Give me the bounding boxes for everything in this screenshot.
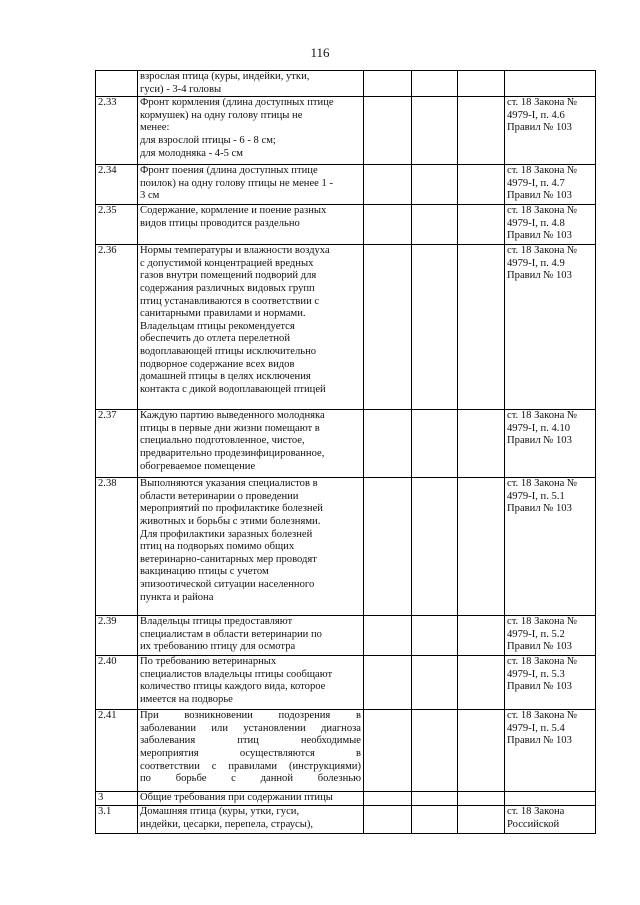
empty-cell	[364, 710, 412, 792]
empty-cell	[412, 71, 458, 97]
empty-cell	[412, 710, 458, 792]
empty-cell	[364, 165, 412, 205]
empty-cell	[364, 71, 412, 97]
empty-cell	[412, 410, 458, 478]
item-number: 2.40	[96, 656, 138, 710]
table-row	[96, 165, 596, 205]
empty-cell	[458, 710, 505, 792]
item-number: 2.37	[96, 410, 138, 478]
empty-cell	[364, 806, 412, 834]
legal-reference: ст. 18 Закона № 4979-I, п. 4.9 Правил № 103	[505, 245, 596, 410]
empty-cell	[364, 410, 412, 478]
item-number: 2.39	[96, 616, 138, 656]
empty-cell	[458, 205, 505, 245]
legal-reference: ст. 18 Закона № 4979-I, п. 5.2 Правил № 103	[505, 616, 596, 656]
empty-cell	[412, 806, 458, 834]
empty-cell	[364, 792, 412, 806]
requirement-text: взрослая птица (куры, индейки, утки, гуси) - 3-4 головы	[138, 71, 364, 97]
empty-cell	[364, 205, 412, 245]
empty-cell	[458, 97, 505, 165]
item-number: 2.35	[96, 205, 138, 245]
empty-cell	[364, 97, 412, 165]
table-row	[96, 245, 596, 410]
requirement-text: Каждую партию выведенного молодняка птицы в первые дни жизни помещают в специально подготовленное, чистое, предварительно продезинфицированное, обогреваемое помещение	[138, 410, 364, 478]
legal-reference	[505, 71, 596, 97]
empty-cell	[458, 245, 505, 410]
table-row	[96, 806, 596, 834]
requirement-text: Владельцы птицы предоставляют специалистам в области ветеринарии по их требованию птицу для осмотра	[138, 616, 364, 656]
empty-cell	[412, 656, 458, 710]
legal-reference	[505, 792, 596, 806]
empty-cell	[412, 616, 458, 656]
requirement-text: Содержание, кормление и поение разных видов птицы проводится раздельно	[138, 205, 364, 245]
empty-cell	[412, 245, 458, 410]
table-row	[96, 710, 596, 792]
empty-cell	[458, 71, 505, 97]
requirement-text: При возникновении подозрения в заболевании или установлении диагноза заболевания птиц необходимые мероприятия осуществляются в соответствии с правилами (инструкциями) по борьбе с данной болезнью	[138, 710, 364, 792]
item-number: 2.41	[96, 710, 138, 792]
empty-cell	[412, 792, 458, 806]
requirements-table	[95, 70, 596, 834]
item-number: 2.36	[96, 245, 138, 410]
empty-cell	[458, 410, 505, 478]
requirements-table-body	[96, 71, 596, 834]
legal-reference: ст. 18 Закона № 4979-I, п. 4.7 Правил № 103	[505, 165, 596, 205]
empty-cell	[364, 616, 412, 656]
legal-reference: ст. 18 Закона № 4979-I, п. 5.3 Правил № 103	[505, 656, 596, 710]
requirement-text: Общие требования при содержании птицы	[138, 792, 364, 806]
requirement-text: По требованию ветеринарных специалистов владельцы птицы сообщают количество птицы каждого вида, которое имеется на подворье	[138, 656, 364, 710]
table-row	[96, 97, 596, 165]
legal-reference: ст. 18 Закона Российской	[505, 806, 596, 834]
empty-cell	[364, 478, 412, 616]
empty-cell	[412, 478, 458, 616]
empty-cell	[458, 656, 505, 710]
requirement-text: Фронт поения (длина доступных птице поилок) на одну голову птицы не менее 1 - 3 см	[138, 165, 364, 205]
empty-cell	[458, 806, 505, 834]
empty-cell	[364, 656, 412, 710]
item-number: 2.38	[96, 478, 138, 616]
table-row	[96, 656, 596, 710]
item-number: 2.33	[96, 97, 138, 165]
requirement-text: Выполняются указания специалистов в области ветеринарии о проведении мероприятий по профилактике болезней животных и борьбы с этими болезнями. Для профилактики заразных болезней птиц на подворьях помимо общих ветеринарно-санитарных мер проводят вакцинацию птицы с учетом эпизоотической ситуации населенного пункта и района	[138, 478, 364, 616]
section-row	[96, 792, 596, 806]
table-row	[96, 478, 596, 616]
empty-cell	[458, 792, 505, 806]
legal-reference: ст. 18 Закона № 4979-I, п. 4.6 Правил № 103	[505, 97, 596, 165]
table-row	[96, 616, 596, 656]
item-number	[96, 71, 138, 97]
requirement-text: Домашняя птица (куры, утки, гуси, индейки, цесарки, перепела, страусы),	[138, 806, 364, 834]
page-number: 116	[310, 45, 330, 60]
item-number: 3	[96, 792, 138, 806]
empty-cell	[458, 165, 505, 205]
empty-cell	[412, 205, 458, 245]
requirement-text: Фронт кормления (длина доступных птице кормушек) на одну голову птицы не менее: для взрослой птицы - 6 - 8 см; для молодняка - 4-5 см	[138, 97, 364, 165]
legal-reference: ст. 18 Закона № 4979-I, п. 4.8 Правил № 103	[505, 205, 596, 245]
empty-cell	[458, 616, 505, 656]
legal-reference: ст. 18 Закона № 4979-I, п. 5.1 Правил № 103	[505, 478, 596, 616]
item-number: 3.1	[96, 806, 138, 834]
empty-cell	[458, 478, 505, 616]
requirement-text: Нормы температуры и влажности воздуха с допустимой концентрацией вредных газов внутри помещений подворий для содержания различных видовых групп птиц устанавливаются в соответствии с санитарными правилами и нормами. Владельцам птицы рекомендуется обеспечить до отлета перелетной водоплавающей птицы исключительно подворное содержание всех видов домашней птицы в целях исключения контакта с дикой водоплавающей птицей	[138, 245, 364, 410]
empty-cell	[412, 165, 458, 205]
empty-cell	[412, 97, 458, 165]
table-row	[96, 205, 596, 245]
legal-reference: ст. 18 Закона № 4979-I, п. 4.10 Правил № 103	[505, 410, 596, 478]
table-row	[96, 71, 596, 97]
empty-cell	[364, 245, 412, 410]
legal-reference: ст. 18 Закона № 4979-I, п. 5.4 Правил № 103	[505, 710, 596, 792]
item-number: 2.34	[96, 165, 138, 205]
table-row	[96, 410, 596, 478]
